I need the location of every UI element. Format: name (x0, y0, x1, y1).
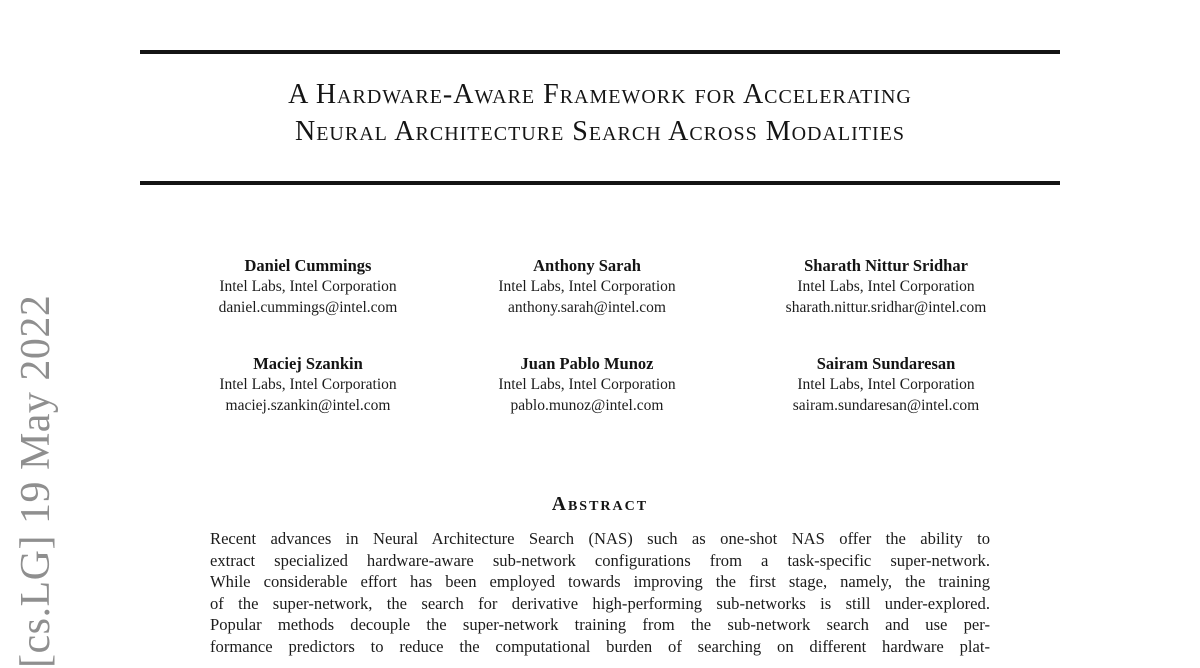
author-affiliation: Intel Labs, Intel Corporation (219, 278, 397, 295)
abstract-text-line: Recent advances in Neural Architecture Search (NAS) such as one-shot NAS offer the ability to (210, 529, 990, 548)
author-name: Daniel Cummings (244, 256, 372, 275)
arxiv-stamp: [cs.LG] 19 May 2022 (13, 294, 59, 668)
author-affiliation: Intel Labs, Intel Corporation (498, 278, 676, 295)
title-rule-bottom (140, 181, 1060, 185)
author-block (437, 255, 737, 318)
author-block (736, 353, 1036, 416)
abstract-text-line: formance predictors to reduce the computational burden of searching on different hardware plat- (210, 636, 990, 656)
paper-title-line-2: Neural Architecture Search Across Modalities (294, 116, 906, 147)
abstract-text-line: Popular methods decouple the super-network training from the sub-network search and use per- (210, 615, 990, 635)
abstract-heading: Abstract (551, 494, 649, 515)
author-affiliation: Intel Labs, Intel Corporation (797, 278, 975, 295)
author-block (158, 353, 458, 416)
author-name: Anthony Sarah (533, 256, 641, 275)
abstract-text-line: While considerable effort has been employed towards improving the first stage, namely, the training (210, 572, 990, 592)
author-affiliation: Intel Labs, Intel Corporation (498, 376, 676, 393)
author-block (158, 255, 458, 318)
author-name: Juan Pablo Munoz (520, 354, 654, 373)
paper-title (140, 76, 1060, 150)
author-email: anthony.sarah@intel.com (508, 299, 666, 316)
author-email: pablo.munoz@intel.com (510, 397, 664, 414)
author-name: Sharath Nittur Sridhar (804, 256, 968, 275)
title-rule-top (140, 50, 1060, 54)
author-block (736, 255, 1036, 318)
abstract-text-line: extract specialized hardware-aware sub-network configurations from a task-specific super-network. (210, 550, 990, 570)
author-email: sairam.sundaresan@intel.com (792, 397, 980, 414)
paper-title-line-1: A Hardware-Aware Framework for Accelerating (288, 79, 912, 110)
author-block (437, 353, 737, 416)
author-affiliation: Intel Labs, Intel Corporation (797, 376, 975, 393)
author-name: Maciej Szankin (253, 354, 363, 373)
author-email: maciej.szankin@intel.com (225, 397, 391, 414)
author-email: daniel.cummings@intel.com (218, 299, 398, 316)
author-affiliation: Intel Labs, Intel Corporation (219, 376, 397, 393)
abstract-text-line: of the super-network, the search for derivative high-performing sub-networks is still under-explored. (210, 593, 990, 613)
author-name: Sairam Sundaresan (816, 354, 956, 373)
author-email: sharath.nittur.sridhar@intel.com (785, 299, 987, 316)
abstract-body (210, 528, 990, 658)
